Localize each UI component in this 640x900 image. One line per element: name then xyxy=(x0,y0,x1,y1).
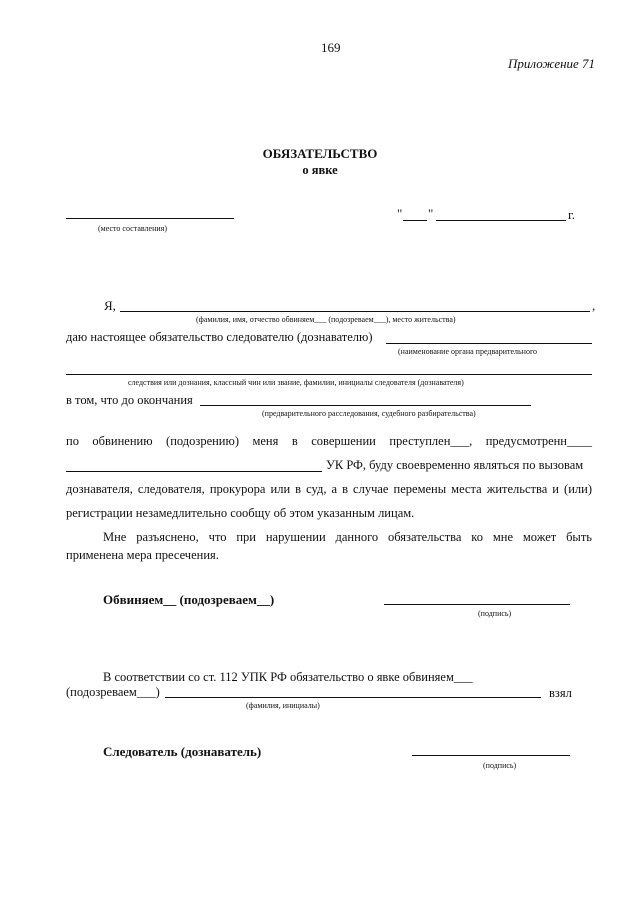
date-quote-close: " xyxy=(428,206,434,221)
fio-caption: (фамилия, имя, отчество обвиняем___ (подозреваем___), место жительства) xyxy=(196,315,456,324)
accept-line2-head: (подозреваем___) xyxy=(66,685,160,699)
appendix-label: Приложение 71 xyxy=(508,56,596,71)
para1-line4: регистрации незамедлительно сообщу об этом указанным лицам. xyxy=(66,506,415,520)
document-title: ОБЯЗАТЕЛЬСТВО xyxy=(262,146,378,161)
date-day-line[interactable] xyxy=(403,220,427,221)
date-month-year-line[interactable] xyxy=(436,220,566,221)
accept-line2-tail: взял xyxy=(549,686,572,700)
ya-label: Я, xyxy=(104,298,116,313)
until-caption: (предварительного расследования, судебного разбирательства) xyxy=(262,409,476,418)
para2-line2: применена мера пресечения. xyxy=(66,548,219,562)
until-line[interactable] xyxy=(200,405,531,406)
accused-signature-line[interactable] xyxy=(384,604,570,605)
date-year-suffix: г. xyxy=(568,207,576,222)
article-line[interactable] xyxy=(66,471,322,472)
organ-line[interactable] xyxy=(386,343,592,344)
place-line[interactable] xyxy=(66,218,234,219)
investigator-caption: следствия или дознания, классный чин или звание, фамилии, инициалы следователя (дознавателя) xyxy=(128,378,464,387)
accused-signature-caption: (подпись) xyxy=(478,609,512,618)
document-subtitle: о явке xyxy=(302,163,338,177)
accused-label: Обвиняем__ (подозреваем__) xyxy=(103,592,275,607)
place-caption: (место составления) xyxy=(98,224,167,233)
para1-line3: дознавателя, следователя, прокурора или в суд, а в случае перемены места жительства и (или) xyxy=(66,482,592,496)
investigator-label: Следователь (дознаватель) xyxy=(103,744,262,759)
organ-caption: (наименование органа предварительного xyxy=(398,347,538,356)
page-number: 169 xyxy=(321,40,341,55)
para1-line1: по обвинению (подозрению) меня в совершении преступлен___, предусмотренн____ xyxy=(66,434,592,448)
investigator-signature-caption: (подпись) xyxy=(483,761,517,770)
para2-line1: Мне разъяснено, что при нарушении данного обязательства ко мне может быть xyxy=(103,530,592,544)
date-quote-open: " xyxy=(397,206,403,221)
give-obligation-text: даю настоящее обязательство следователю (дознавателю) xyxy=(66,330,373,344)
accept-fi-line[interactable] xyxy=(165,697,541,698)
para1-line2-tail: УК РФ, буду своевременно являться по вызовам xyxy=(326,458,584,472)
fio-line[interactable] xyxy=(120,311,590,312)
accept-fi-caption: (фамилия, инициалы) xyxy=(246,701,320,710)
investigator-signature-line[interactable] xyxy=(412,755,570,756)
investigator-line[interactable] xyxy=(66,374,592,375)
accept-line1: В соответствии со ст. 112 УПК РФ обязательство о явке обвиняем___ xyxy=(103,670,473,684)
until-text: в том, что до окончания xyxy=(66,393,193,407)
fio-comma: , xyxy=(592,298,596,313)
